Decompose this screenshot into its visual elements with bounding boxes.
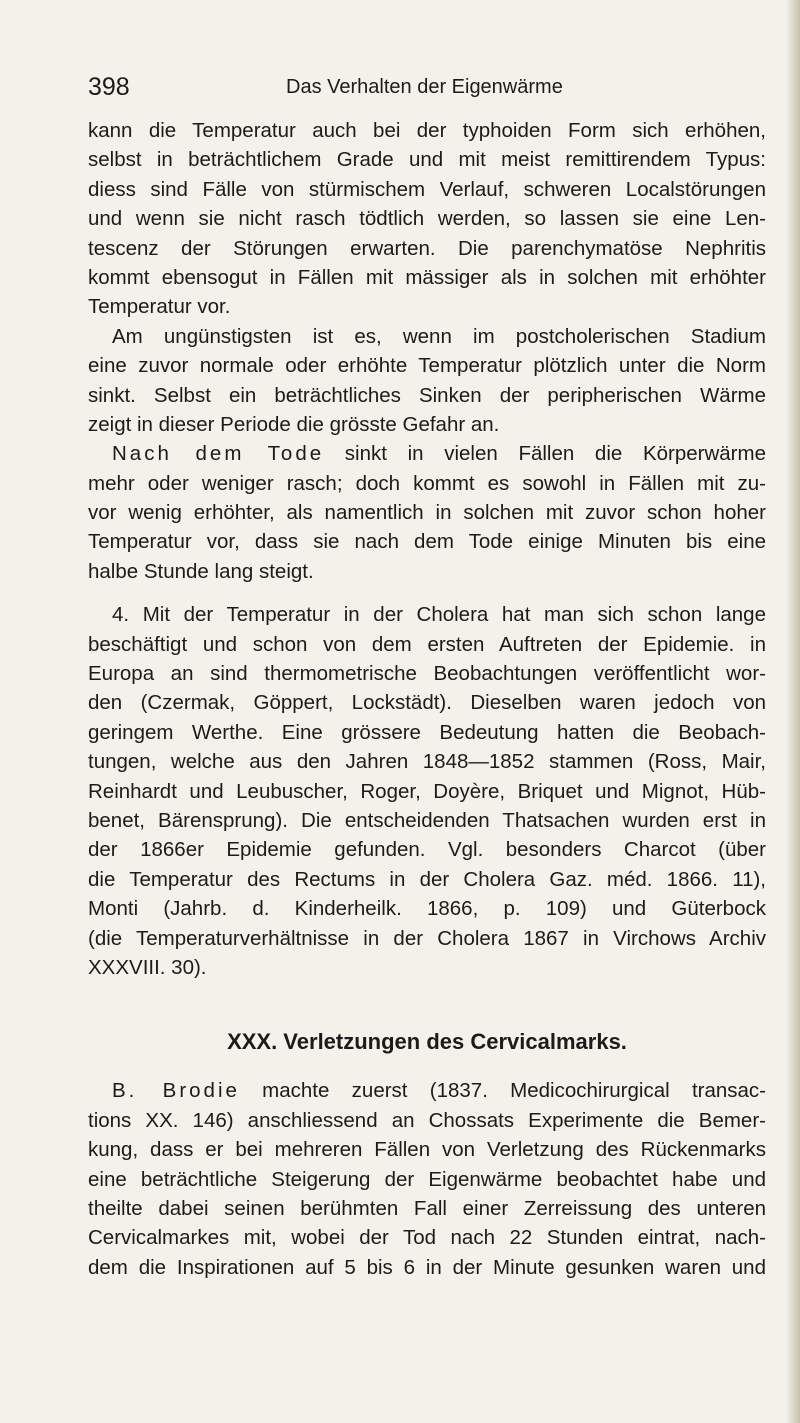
section-heading: XXX. Verletzungen des Cervicalmarks. xyxy=(227,1029,627,1055)
text-line: geringem Werthe. Eine grössere Bedeutung hatten die Beobach- xyxy=(88,720,766,744)
section-gap xyxy=(88,982,766,1022)
text-line: und wenn sie nicht rasch tödtlich werden, so lassen sie eine Len- xyxy=(88,207,766,231)
running-title: Das Verhalten der Eigenwärme xyxy=(286,76,563,98)
text-line: diess sind Fälle von stürmischem Verlauf, schweren Localstörungen xyxy=(88,177,766,201)
text-line xyxy=(88,439,766,468)
section-gap xyxy=(88,1062,766,1076)
text-line: theilte dabei seinen berühmten Fall einer Zerreissung des unteren xyxy=(88,1196,766,1220)
text-line: sinkt. Selbst ein beträchtliches Sinken der peripherischen Wärme xyxy=(88,383,766,407)
text-line: vor wenig erhöhter, als namentlich in solchen mit zuvor schon hoher xyxy=(88,501,766,525)
text-line: halbe Stunde lang steigt. xyxy=(88,559,314,583)
emphasis-lead: Nach dem Tode xyxy=(112,442,325,466)
text-line: kommt ebensogut in Fällen mit mässiger als in solchen mit erhöhter xyxy=(88,265,766,289)
text-line: eine zuvor normale oder erhöhte Temperatur plötzlich unter die Norm xyxy=(88,354,766,378)
text-line: 4. Mit der Temperatur in der Cholera hat man sich schon lange xyxy=(112,603,766,627)
page-edge-shadow xyxy=(786,0,800,1423)
text-line: tungen, welche aus den Jahren 1848—1852 stammen (Ross, Mair, xyxy=(88,750,766,774)
text-line: Am ungünstigsten ist es, wenn im postcholerischen Stadium xyxy=(112,324,766,348)
text-line-rest: machte zuerst (1837. Medicochirurgical transac- xyxy=(239,1079,766,1103)
text-line: die Temperatur des Rectums in der Cholera Gaz. méd. 1866. 11), xyxy=(88,867,766,891)
text-line: XXXVIII. 30). xyxy=(88,955,207,979)
text-line: tescenz der Störungen erwarten. Die parenchymatöse Nephritis xyxy=(88,236,766,260)
text-line: Monti (Jahrb. d. Kinderheilk. 1866, p. 109) und Güterbock xyxy=(88,897,766,921)
text-line: zeigt in dieser Periode die grösste Gefahr an. xyxy=(88,412,500,436)
page-number: 398 xyxy=(88,73,130,101)
text-line: mehr oder weniger rasch; doch kommt es sowohl in Fällen mit zu- xyxy=(88,471,766,495)
text-line: tions XX. 146) anschliessend an Chossats Experimente die Bemer- xyxy=(88,1108,766,1132)
text-line: Reinhardt und Leubuscher, Roger, Doyère, Briquet und Mignot, Hüb- xyxy=(88,779,766,803)
text-line: (die Temperaturverhältnisse in der Cholera 1867 in Virchows Archiv xyxy=(88,926,766,950)
body-text xyxy=(88,116,766,1282)
text-line: dem die Inspirationen auf 5 bis 6 in der Minute gesunken waren und xyxy=(88,1255,766,1279)
text-line: kann die Temperatur auch bei der typhoiden Form sich erhöhen, xyxy=(88,119,766,142)
text-line: beschäftigt und schon von dem ersten Auftreten der Epidemie. in xyxy=(88,632,766,656)
text-line-rest: sinkt in vielen Fällen die Körperwärme xyxy=(324,442,766,466)
paragraph-gap xyxy=(88,586,766,600)
emphasis-lead: B. Brodie xyxy=(112,1079,240,1103)
text-line: kung, dass er bei mehreren Fällen von Verletzung des Rückenmarks xyxy=(88,1138,766,1162)
text-line: Temperatur vor, dass sie nach dem Tode einige Minuten bis eine xyxy=(88,530,766,554)
text-line: Cervicalmarkes mit, wobei der Tod nach 22 Stunden eintrat, nach- xyxy=(88,1226,766,1250)
text-line: der 1866er Epidemie gefunden. Vgl. besonders Charcot (über xyxy=(88,838,766,862)
text-line: benet, Bärensprung). Die entscheidenden Thatsachen wurden erst in xyxy=(88,808,766,832)
text-line: den (Czermak, Göppert, Lockstädt). Dieselben waren jedoch von xyxy=(88,691,766,715)
text-line: selbst in beträchtlichem Grade und mit meist remittirendem Typus: xyxy=(88,148,766,172)
running-head xyxy=(88,70,748,104)
text-line: Europa an sind thermometrische Beobachtungen veröffentlicht wor- xyxy=(88,662,766,686)
text-line: Temperatur vor. xyxy=(88,295,231,319)
text-line: eine beträchtliche Steigerung der Eigenwärme beobachtet habe und xyxy=(88,1167,766,1191)
text-line xyxy=(88,1076,766,1105)
